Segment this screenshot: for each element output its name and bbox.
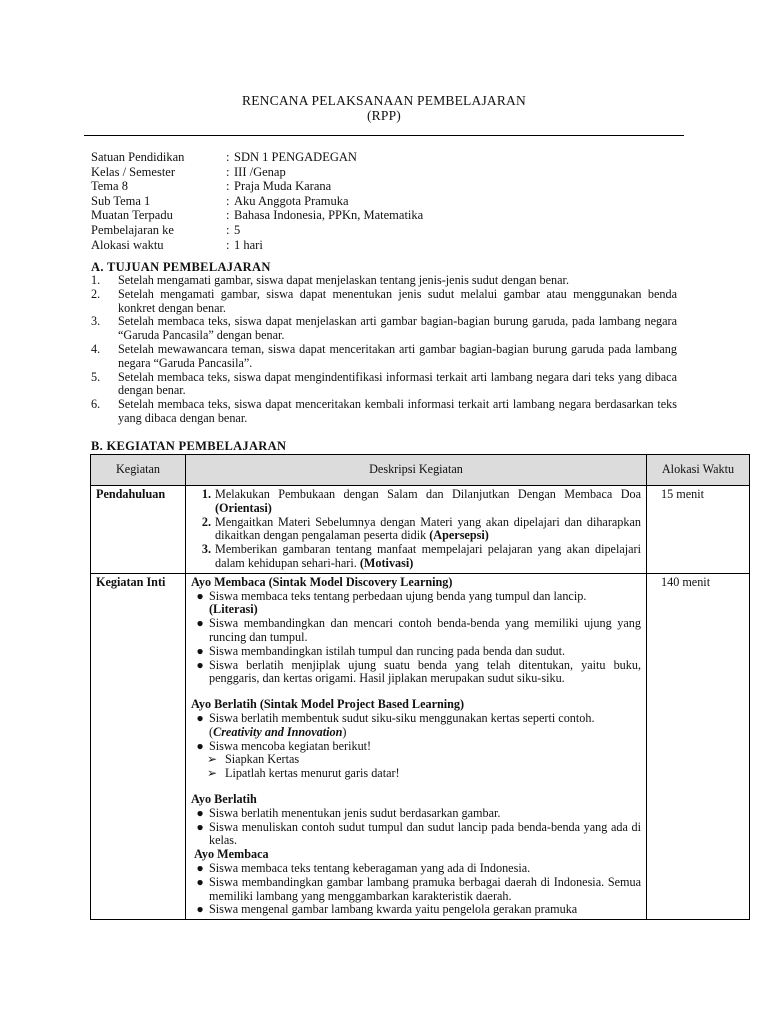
header-kegiatan: Kegiatan [91, 455, 186, 486]
arrow-text: Siapkan Kertas [225, 752, 300, 767]
item-number: 3. [201, 542, 211, 557]
list-item [191, 903, 641, 917]
identity-row [91, 223, 423, 238]
subheading-main: Ayo Membaca [191, 574, 266, 589]
arrow-item [191, 767, 641, 781]
identity-block [91, 150, 423, 252]
identity-sep: : [226, 222, 230, 237]
item-text [215, 488, 641, 516]
item-text-bold: (Literasi) [209, 602, 258, 617]
list-item [191, 645, 641, 659]
item-text: Siswa membaca teks tentang perbedaan ujung benda yang tumpul dan lancip. [209, 588, 587, 603]
identity-sep: : [226, 179, 230, 194]
identity-value: Bahasa Indonesia, PPKn, Matematika [234, 208, 424, 223]
identity-key: Kelas / Semester [91, 164, 176, 179]
item-text: Siswa membaca teks tentang keberagaman yang ada di Indonesia. [209, 860, 531, 875]
identity-key: Satuan Pendidikan [91, 150, 185, 164]
identity-sep: : [226, 237, 230, 252]
bullet-icon: ● [196, 657, 204, 672]
item-number: 1. [201, 487, 211, 501]
item-text [215, 516, 641, 544]
item-text: Siswa berlatih menjiplak ujung suatu benda yang telah ditentukan, yaitu buku, penggaris, dan kertas origami. Hasil jiplakan merupakan sudut siku-siku. [209, 657, 641, 686]
section-b-heading: B. KEGIATAN PEMBELAJARAN [91, 439, 287, 453]
identity-key: Alokasi waktu [91, 237, 164, 252]
item-text-plain: Memberikan gambaran tentang manfaat mempelajari pelajaran yang akan dipelajari dalam kehidupan sehari-hari. [215, 542, 641, 570]
goal-text: Setelah membaca teks, siswa dapat menceritakan kembali informasi terkait arti lambang negara berdasarkan teks yang dibaca dengan benar. [118, 397, 677, 425]
list-item [191, 488, 641, 516]
goal-number: 2. [91, 286, 101, 301]
goal-number: 4. [91, 341, 101, 356]
identity-sep: : [226, 150, 230, 164]
table-header-row [91, 455, 750, 486]
subheading-ayo-membaca-2: Ayo Membaca [194, 847, 269, 862]
identity-sep: : [226, 164, 230, 179]
item-text-bold: (Orientasi) [215, 500, 272, 515]
goal-text: Setelah mewawancara teman, siswa dapat menceritakan arti gambar bagian-bagian burung garuda pada lambang negara “Garuda Pancasila”. [118, 341, 677, 370]
subheading-model: (Sintak Model Discovery Learning) [265, 574, 453, 589]
goal-item [91, 315, 677, 343]
identity-row [91, 150, 423, 165]
identity-key: Muatan Terpadu [91, 208, 173, 223]
arrow-icon: ➢ [207, 766, 218, 781]
item-text: Siswa berlatih menentukan jenis sudut berdasarkan gambar. [209, 805, 501, 820]
subheading-ayo-berlatih [191, 698, 641, 712]
item-text: Siswa membandingkan istilah tumpul dan runcing pada benda dan sudut. [209, 643, 566, 658]
list-item [191, 876, 641, 904]
identity-value: Praja Muda Karana [234, 179, 332, 194]
item-text-plain: Mengaitkan Materi Sebelumnya dengan Materi yang akan dipelajari dan diharapkan dikaitkan dengan pengalaman peserta didik [215, 514, 641, 543]
identity-row [91, 165, 423, 180]
list-item [191, 590, 641, 618]
bullet-icon: ● [196, 588, 204, 603]
list-item [191, 862, 641, 876]
document-title: RENCANA PELAKSANAAN PEMBELAJARAN [242, 93, 526, 108]
identity-row [91, 238, 423, 253]
item-number: 2. [201, 514, 211, 529]
identity-row [91, 179, 423, 194]
list-item [191, 821, 641, 849]
item-text [215, 543, 641, 571]
goal-item [91, 274, 677, 288]
list-item [191, 617, 641, 645]
goal-item [91, 371, 677, 399]
identity-row [91, 208, 423, 223]
item-text-bold: (Apersepsi) [429, 528, 489, 543]
identity-key: Pembelajaran ke [91, 222, 174, 237]
goal-text: Setelah mengamati gambar, siswa dapat menentukan jenis sudut melalui gambar atau menggunakan benda konkret dengan benar. [118, 286, 677, 315]
list-item: ● Siswa berlatih membentuk sudut siku-siku menggunakan kertas seperti contoh. (Creativity and Innovation) [191, 712, 641, 740]
item-text: Siswa menuliskan contoh sudut tumpul dan sudut lancip pada benda-benda yang ada di kelas. [209, 819, 641, 848]
item-text: Siswa mengenal gambar lambang kwarda yaitu pengelola gerakan pramuka [209, 902, 578, 917]
identity-row [91, 194, 423, 209]
goal-number: 6. [91, 397, 101, 412]
identity-value: 1 hari [234, 237, 263, 252]
bullet-icon: ● [196, 616, 204, 631]
identity-sep: : [226, 208, 230, 223]
bullet-icon: ● [196, 710, 204, 725]
goal-number: 3. [91, 314, 101, 329]
item-text: Siswa membandingkan dan mencari contoh benda-benda yang memiliki ujung yang runcing dan tumpul. [209, 616, 641, 644]
bullet-icon: ● [196, 738, 204, 753]
goal-item [91, 288, 677, 316]
item-text: Siswa mencoba kegiatan berikut! [209, 738, 372, 753]
goal-text: Setelah mengamati gambar, siswa dapat menjelaskan tentang jenis-jenis sudut dengan benar. [118, 273, 569, 287]
list-item [191, 516, 641, 544]
table-row-pendahuluan [91, 486, 750, 574]
list-item [191, 543, 641, 571]
subheading-ayo-berlatih-2: Ayo Berlatih [191, 791, 257, 806]
section-a-heading: A. TUJUAN PEMBELAJARAN [91, 260, 271, 274]
row-description [186, 486, 647, 574]
document-title-block [0, 93, 768, 123]
subheading-ayo-membaca [191, 576, 641, 590]
goals-list [91, 274, 677, 426]
row-label: Pendahuluan [91, 486, 186, 574]
row-time: 140 menit [647, 573, 750, 919]
arrow-text: Lipatlah kertas menurut garis datar! [225, 766, 400, 781]
list-item [191, 659, 641, 687]
identity-value: Aku Anggota Pramuka [234, 193, 349, 208]
identity-value: 5 [234, 222, 241, 237]
identity-key: Tema 8 [91, 179, 128, 194]
identity-value: SDN 1 PENGADEGAN [234, 150, 357, 164]
goal-number: 5. [91, 369, 101, 384]
bullet-icon: ● [196, 874, 204, 889]
header-deskripsi: Deskripsi Kegiatan [186, 455, 647, 486]
row-time: 15 menit [647, 486, 750, 574]
goal-item [91, 398, 677, 426]
list-item [191, 740, 641, 754]
item-text-italic: Creativity and Innovation [213, 724, 343, 739]
bullet-icon: ● [196, 902, 204, 917]
title-divider [84, 135, 684, 136]
activity-table [90, 454, 750, 920]
document-subtitle: (RPP) [366, 108, 401, 123]
item-text-bold: (Motivasi) [359, 555, 414, 570]
goal-item [91, 343, 677, 371]
bullet-icon: ● [196, 860, 204, 875]
list-item [191, 807, 641, 821]
bullet-icon: ● [196, 643, 204, 658]
item-text: Siswa berlatih membentuk sudut siku-siku menggunakan kertas seperti contoh. [209, 710, 595, 725]
goal-number: 1. [91, 273, 101, 287]
item-text: Siswa membandingkan gambar lambang pramuka berbagai daerah di Indonesia. Semua memiliki lambang yang menggambarkan karakteristik daerah. [209, 874, 641, 903]
row-description [186, 573, 647, 919]
arrow-item [191, 753, 641, 767]
identity-key: Sub Tema 1 [91, 193, 151, 208]
subheading-model: (Sintak Model Project Based Learning) [256, 697, 465, 712]
header-alokasi: Alokasi Waktu [647, 455, 750, 486]
arrow-icon: ➢ [207, 752, 218, 767]
goal-text: Setelah membaca teks, siswa dapat mengindentifikasi informasi terkait arti lambang negara dari teks yang dibaca dengan benar. [118, 369, 677, 398]
subheading-main: Ayo Berlatih [191, 697, 257, 712]
identity-sep: : [226, 193, 230, 208]
row-label: Kegiatan Inti [91, 573, 186, 919]
bullet-icon: ● [196, 819, 204, 834]
goal-text: Setelah membaca teks, siswa dapat menjelaskan arti gambar bagian-bagian burung garuda, pada lambang negara “Garuda Pancasila” dengan benar. [118, 314, 677, 343]
identity-value: III /Genap [234, 164, 286, 179]
bullet-icon: ● [196, 805, 204, 820]
item-text-plain: Melakukan Pembukaan dengan Salam dan Dilanjutkan Dengan Membaca Doa [215, 487, 641, 501]
table-row-inti [91, 573, 750, 919]
